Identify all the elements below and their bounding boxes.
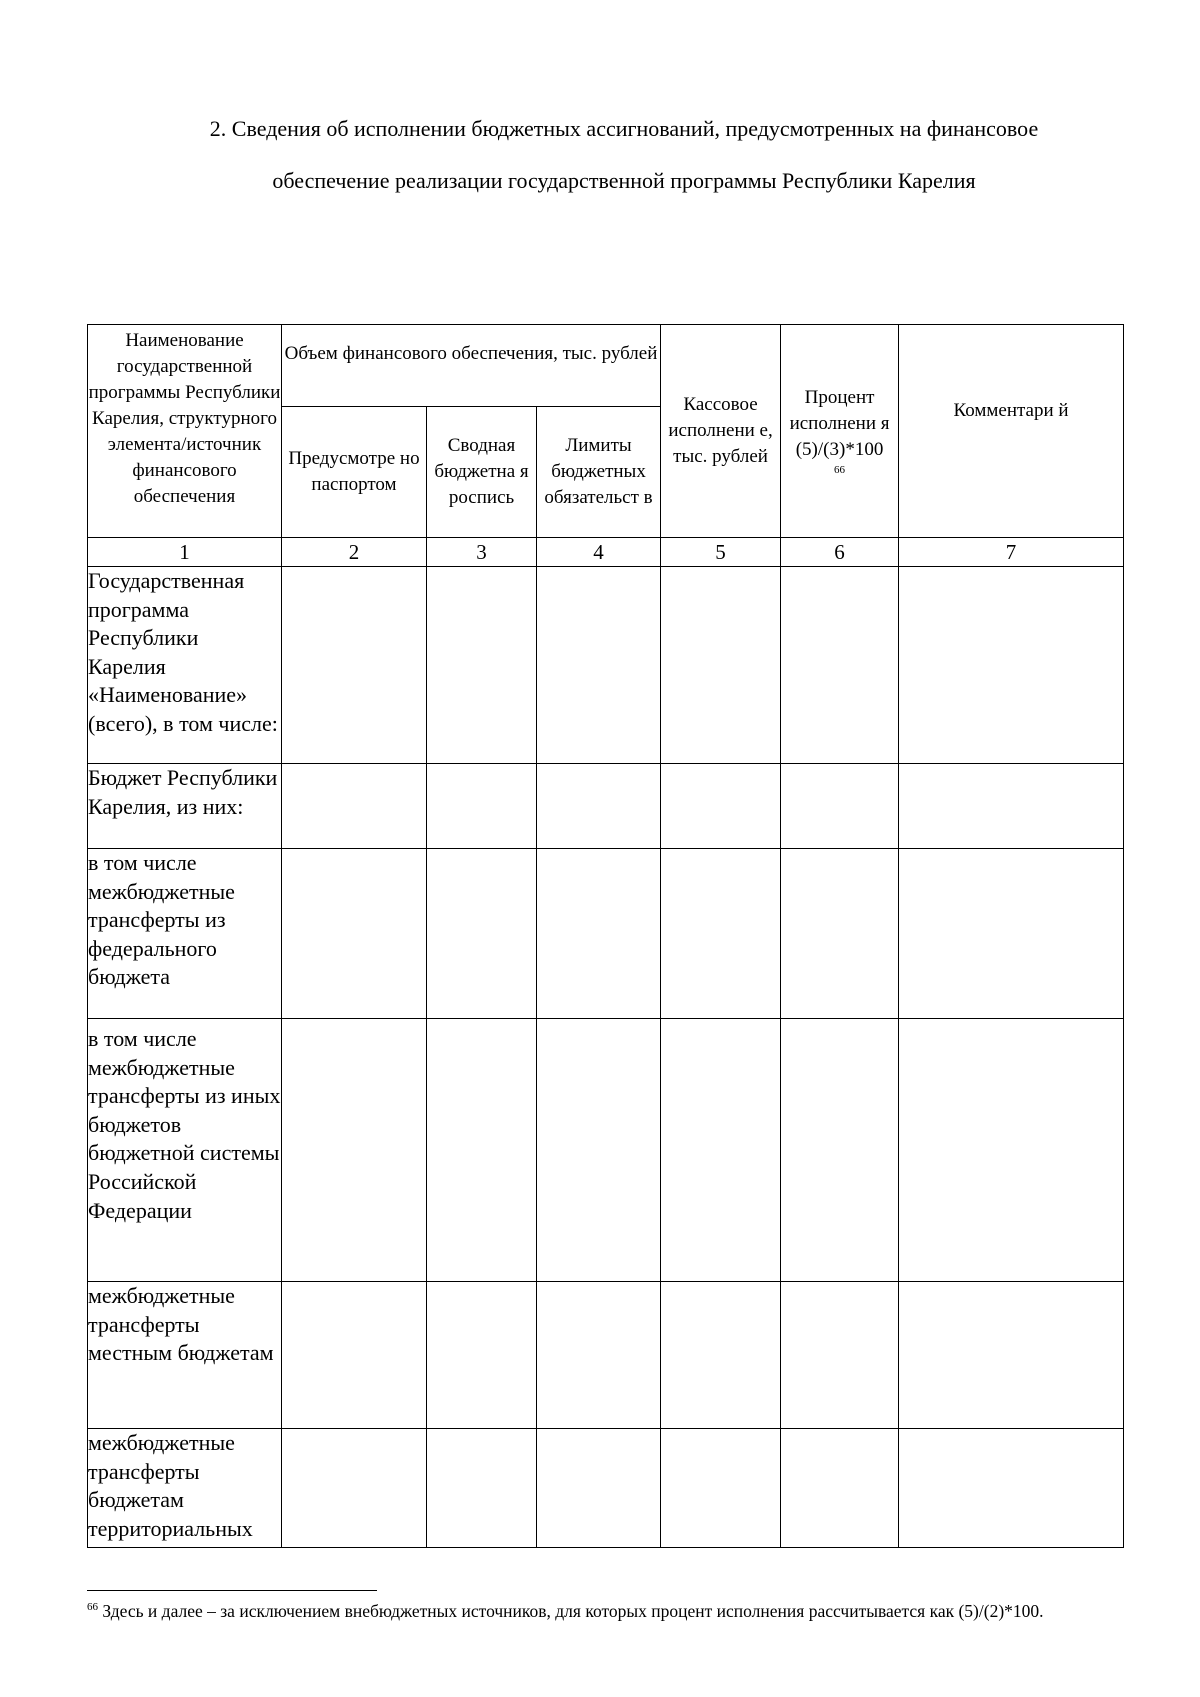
header-budget-list: Сводная бюджетна я роспись [427,407,537,538]
table-cell [537,849,661,1019]
table-cell [781,764,899,849]
table-cell [537,1019,661,1282]
budget-execution-table [87,324,1124,1548]
table-cell [427,1019,537,1282]
header-passport: Предусмотре но паспортом [282,407,427,538]
column-number-5: 5 [661,538,781,567]
table-cell [781,1019,899,1282]
column-number-6: 6 [781,538,899,567]
column-number-row [88,538,1124,567]
table-row [88,567,1124,764]
row-label-republic-budget: Бюджет Республики Карелия, из них: [88,764,282,849]
footnote-separator [87,1590,377,1591]
table-cell [537,567,661,764]
table-cell [427,567,537,764]
table-row [88,764,1124,849]
table-cell [899,849,1124,1019]
table-cell [282,849,427,1019]
table-cell [899,1282,1124,1429]
table-cell [427,849,537,1019]
table-cell [537,1429,661,1548]
table-cell [781,849,899,1019]
table-cell [661,1282,781,1429]
table-cell [282,1429,427,1548]
table-row [88,1429,1124,1548]
column-number-4: 4 [537,538,661,567]
column-number-2: 2 [282,538,427,567]
table-cell [661,849,781,1019]
row-label-other-budget-transfers: в том числе межбюджетные трансферты из иных бюджетов бюджетной системы Российской Федерации [88,1019,282,1282]
table-cell [537,1282,661,1429]
table-cell [661,1019,781,1282]
row-label-territorial-budget-transfers: межбюджетные трансферты бюджетам территориальных [88,1429,282,1548]
document-title-line-2: обеспечение реализации государственной программы Республики Карелия [272,168,976,193]
table-cell [899,1019,1124,1282]
table-cell [781,1282,899,1429]
footnote-mark: 66 [87,1601,98,1614]
table-cell [899,1429,1124,1548]
footnote-text: Здесь и далее – за исключением внебюджетных источников, для которых процент исполнения рассчитывается как (5)/(2)*100. [102,1601,1044,1621]
table-cell [427,1282,537,1429]
row-label-program-total: Государственная программа Республики Карелия «Наименование» (всего), в том числе: [88,567,282,764]
header-volume-group: Объем финансового обеспечения, тыс. рублей [282,325,661,407]
header-percent-footnote-ref: 66 [834,464,846,476]
table-row [88,1019,1124,1282]
table-cell [427,764,537,849]
table-cell [282,764,427,849]
table-cell [282,1282,427,1429]
table-cell [537,764,661,849]
header-comment: Комментари й [899,325,1124,538]
table-cell [899,567,1124,764]
header-name: Наименование государственной программы Республики Карелия, структурного элемента/источник финансового обеспечения [88,325,282,538]
header-percent: Процент исполнени я (5)/(3)*100 [789,387,890,460]
table-cell [427,1429,537,1548]
header-limits: Лимиты бюджетных обязательст в [537,407,661,538]
table-cell [781,1429,899,1548]
column-number-3: 3 [427,538,537,567]
document-title-line-1: 2. Сведения об исполнении бюджетных ассигнований, предусмотренных на финансовое [209,116,1039,141]
table-row [88,849,1124,1019]
table-cell [899,764,1124,849]
table-cell [282,567,427,764]
column-number-7: 7 [899,538,1124,567]
table-row [88,1282,1124,1429]
row-label-federal-transfers: в том числе межбюджетные трансферты из федерального бюджета [88,849,282,1019]
table-cell [661,567,781,764]
table-cell [282,1019,427,1282]
row-label-local-budget-transfers: межбюджетные трансферты местным бюджетам [88,1282,282,1429]
table-cell [661,1429,781,1548]
table-cell [661,764,781,849]
header-cash-execution: Кассовое исполнени е, тыс. рублей [661,325,781,538]
header-percent-cell [781,325,899,538]
column-number-1: 1 [88,538,282,567]
table-cell [781,567,899,764]
footnote [87,1600,1127,1623]
